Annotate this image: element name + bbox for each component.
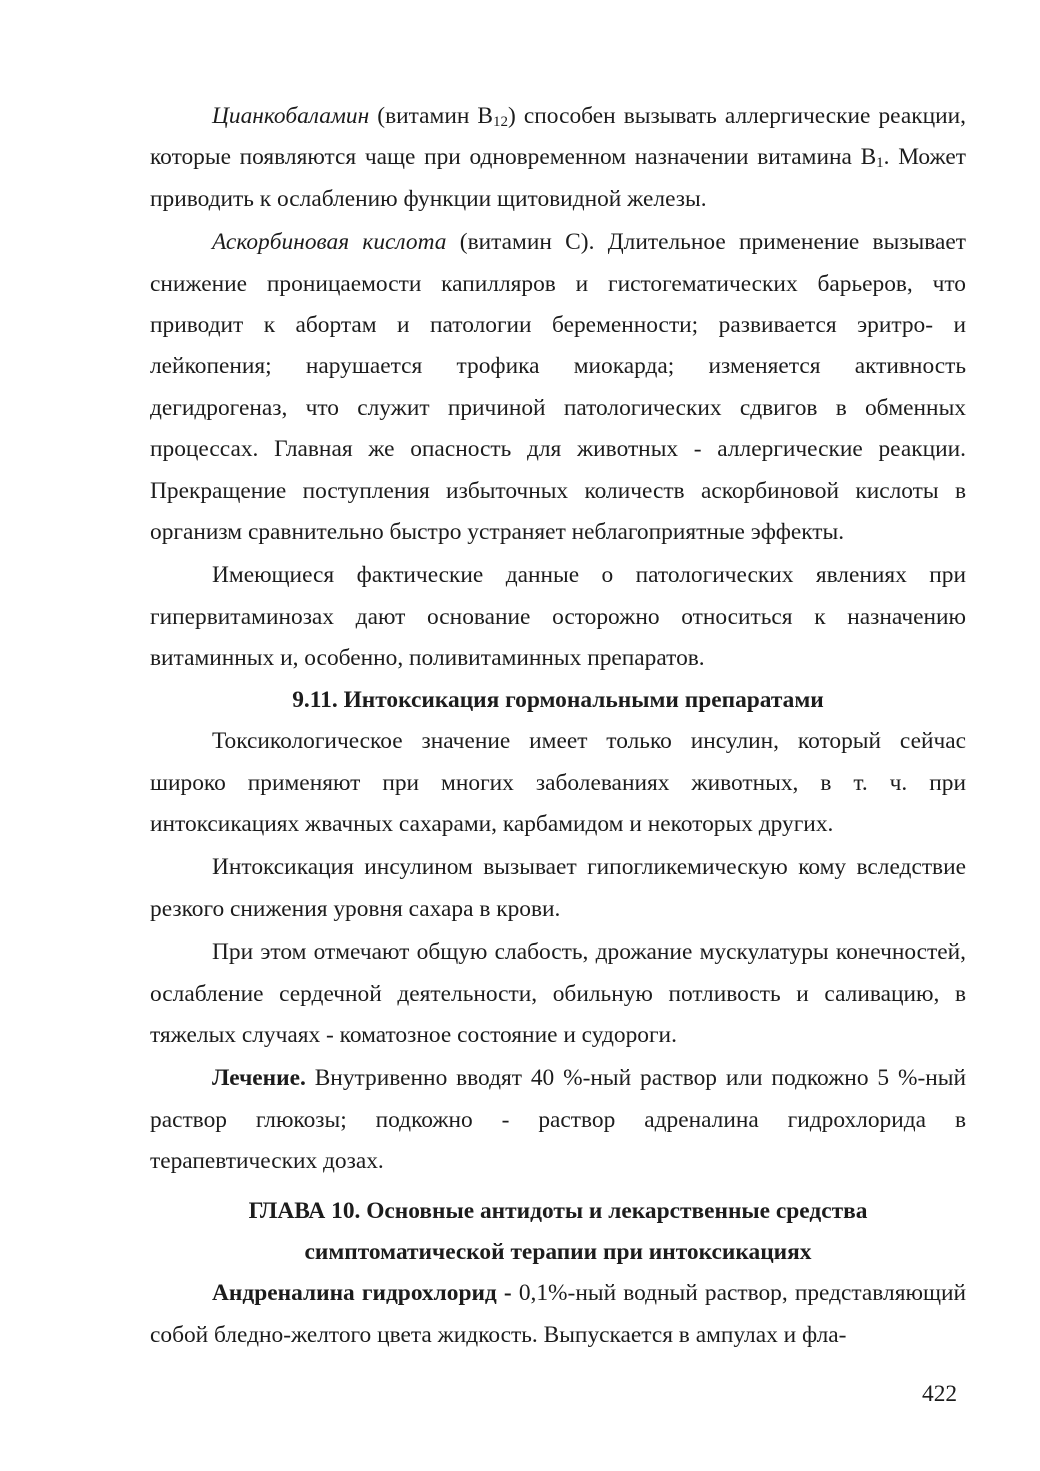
paragraph-insulin-value: Токсикологическое значение имеет только инсулин, который сейчас широко применяют при многих заболеваниях животных, в т. ч. при интоксикациях жвачных сахарами, карбамидом и некоторых других. <box>150 728 966 837</box>
text-fragment: (витамин С). Длительное применение вызывает снижение проницаемости капилляров и гистогематических барьеров, что приводит к абортам и патологии беременности; развивается эритро- и лейкопения; нарушается трофика миокарда; изменяется активность дегидрогеназ, что служит причиной патологических сдвигов в обменных процессах. Главная же опасность для животных - аллергические реакции. Прекращение поступления избыточных количеств аскорбиновой кислоты в организм сравнительно быстро устраняет неблагоприятные эффекты. <box>150 229 966 546</box>
text-fragment: Внутривенно вводят 40 %-ный раствор или подкожно 5 %-ный раствор глюкозы; подкожно - раствор адреналина гидрохлорида в терапевтических дозах. <box>150 1065 966 1175</box>
subscript-1: 1 <box>876 155 884 172</box>
text-fragment: 0,1%-ный водный раствор, представляющий собой бледно-желтого цвета жидкость. Выпускается в ампулах и фла- <box>150 1280 966 1348</box>
term-ascorbic-acid: Аскорбиновая кислота <box>212 229 447 256</box>
paragraph-insulin-intoxication: Интоксикация инсулином вызывает гипогликемическую кому вследствие резкого снижения уровня сахара в крови. <box>150 854 966 922</box>
chapter-heading <box>150 1191 966 1274</box>
chapter-heading-line-2: симптоматической терапии при интоксикациях <box>304 1238 812 1265</box>
adrenaline-label: Андреналина гидрохлорид - <box>212 1280 512 1307</box>
paragraph-ascorbic-acid <box>150 222 966 553</box>
paragraph-symptoms: При этом отмечают общую слабость, дрожание мускулатуры конечностей, ослабление сердечной деятельности, обильную потливость и саливацию, в тяжелых случаях - коматозное состояние и судороги. <box>150 939 966 1048</box>
paragraph-cyanocobalamin <box>150 96 966 220</box>
section-heading: 9.11. Интоксикация гормональными препаратами <box>292 686 824 713</box>
paragraph-hypervitaminosis: Имеющиеся фактические данные о патологических явлениях при гипервитаминозах дают основание осторожно относиться к назначению витаминных и, особенно, поливитаминных препаратов. <box>150 562 966 672</box>
page-number: 422 <box>922 1381 958 1407</box>
text-fragment: . Может приводить к ослаблению функции щитовидной железы. <box>150 144 966 212</box>
term-cyanocobalamin: Цианкобаламин <box>212 103 370 129</box>
text-fragment: ) способен вызывать аллергические реакции, которые появляются чаще при одновременном назначении витамина В <box>150 103 966 171</box>
paragraph-treatment <box>150 1058 966 1182</box>
subscript-12: 12 <box>493 114 509 130</box>
text-fragment: (витамин В <box>369 103 494 129</box>
treatment-label: Лечение. <box>212 1065 306 1092</box>
page-content <box>150 96 966 1356</box>
paragraph-adrenaline <box>150 1273 966 1356</box>
chapter-heading-line-1: ГЛАВА 10. Основные антидоты и лекарственные средства <box>248 1197 868 1224</box>
